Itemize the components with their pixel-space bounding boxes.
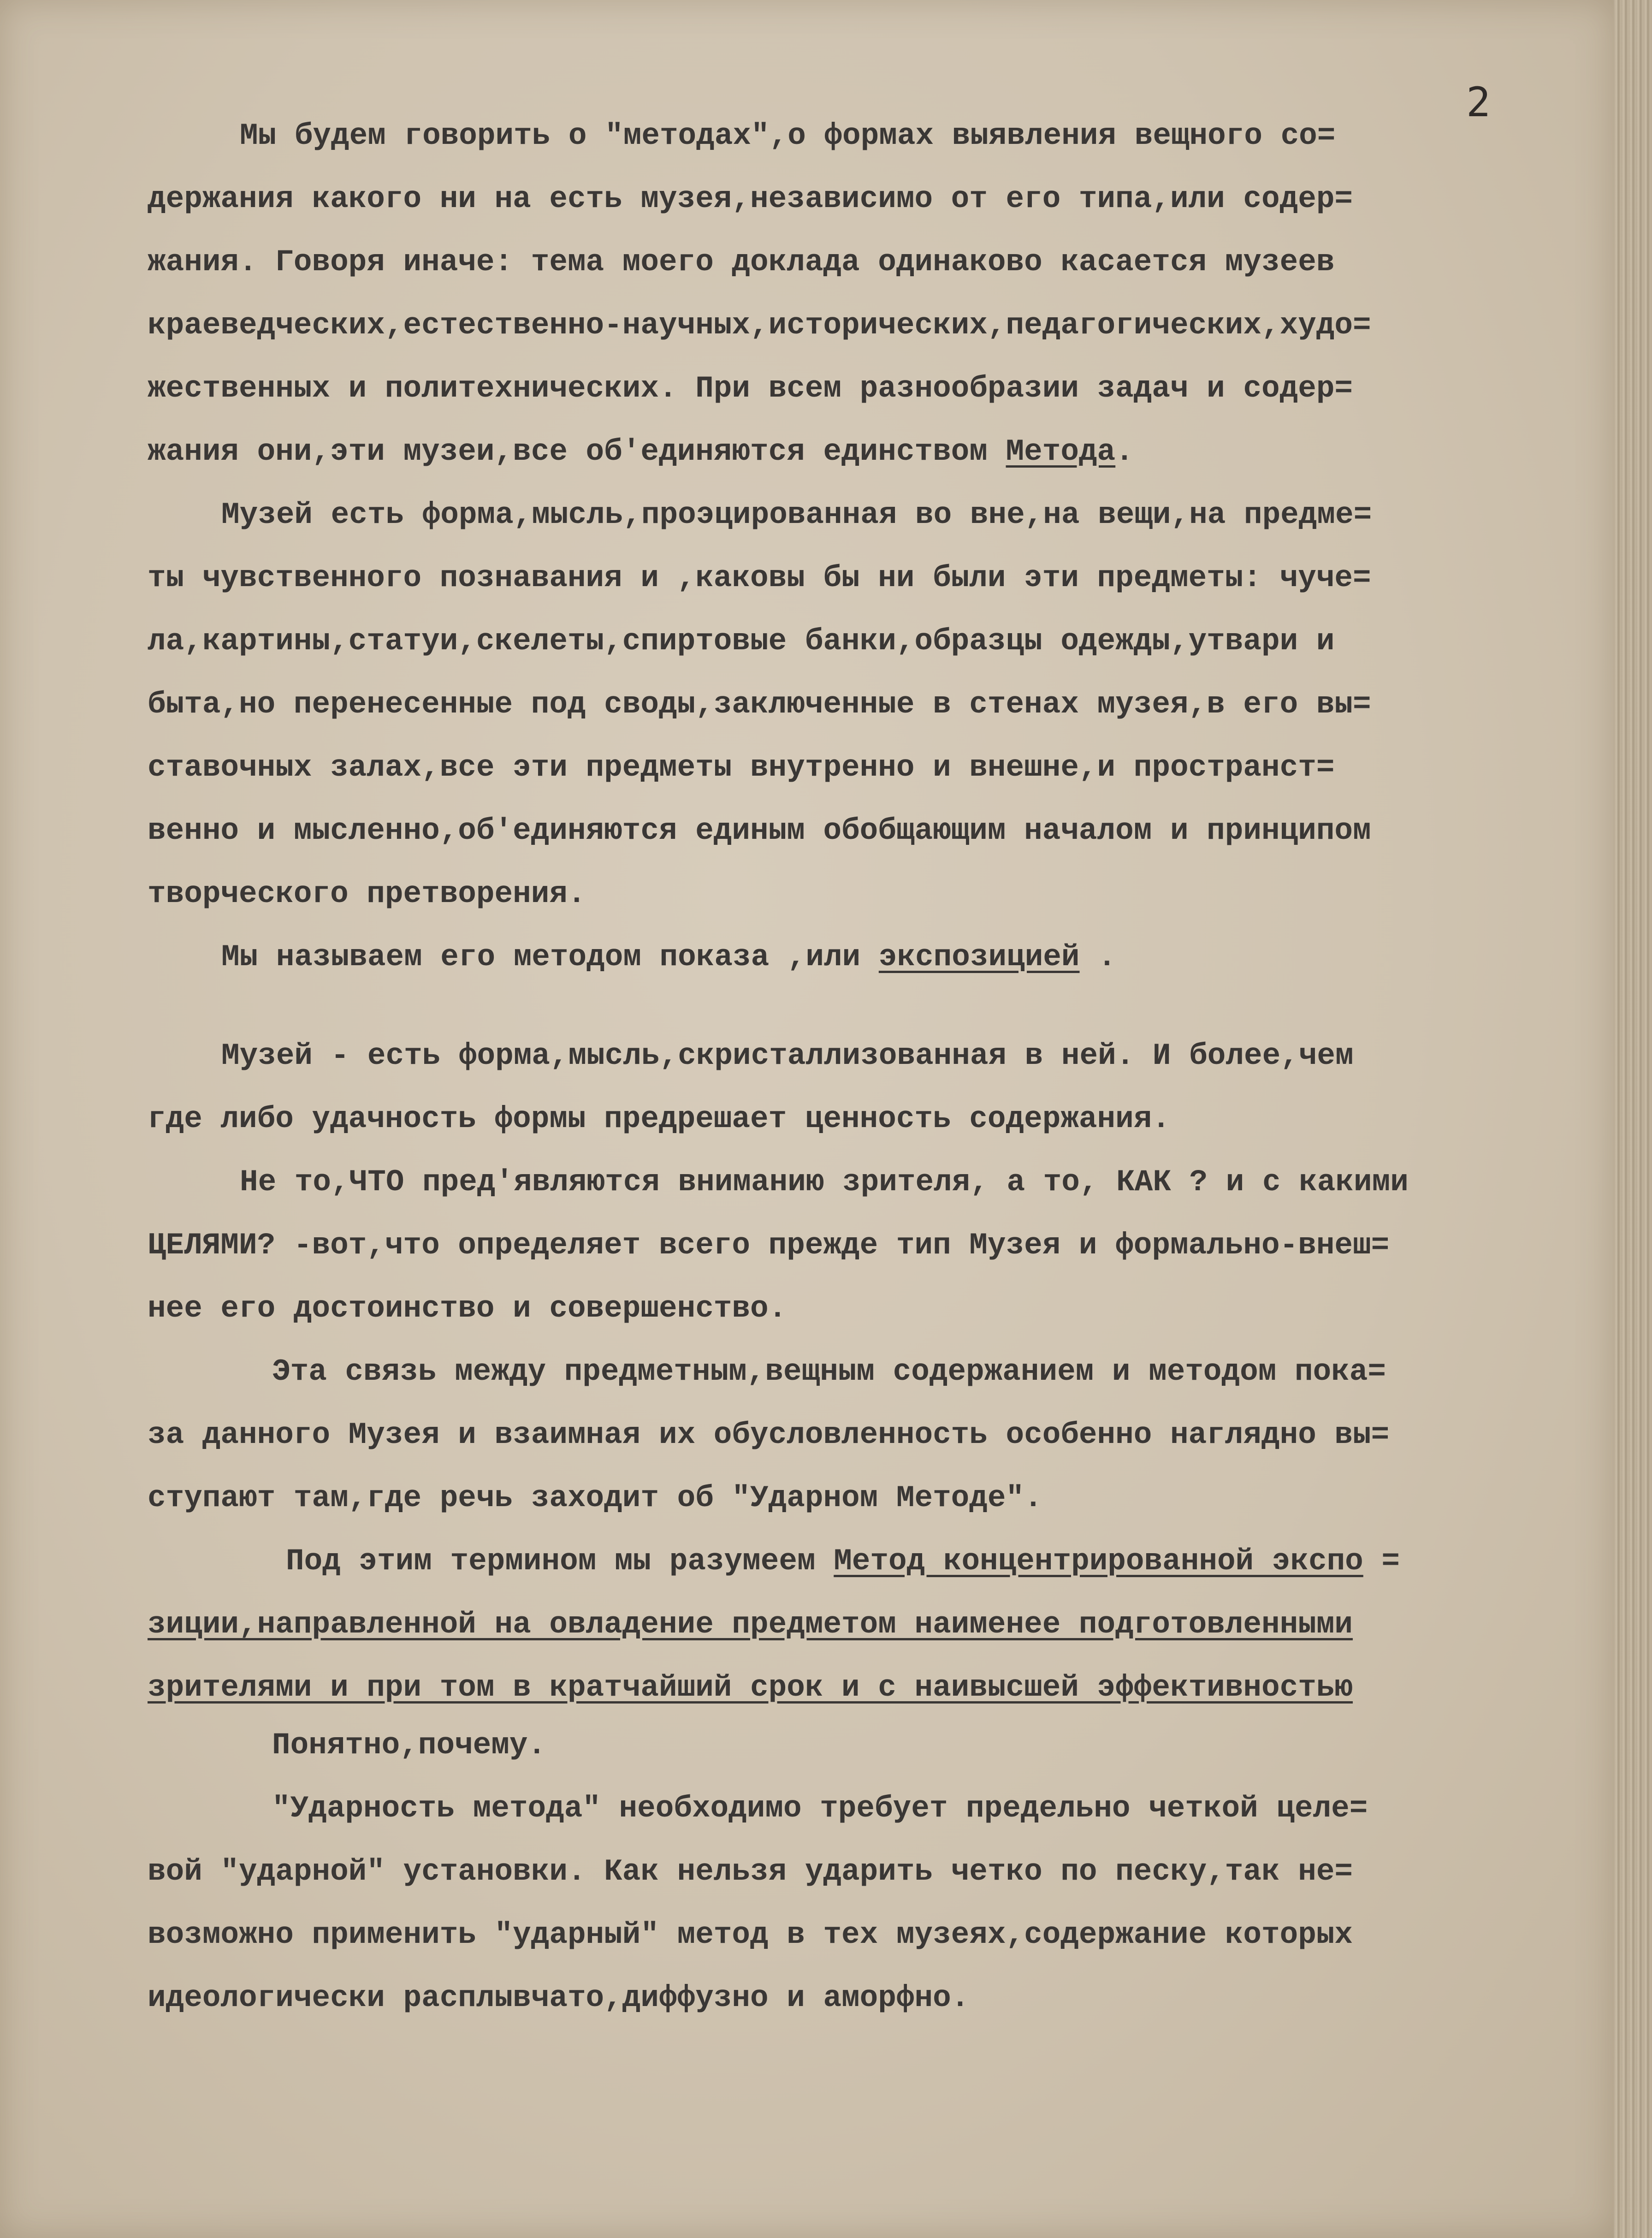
text-run: жественных и политехнических. При всем разнообразии задач и содер= [148,371,1353,406]
text-line [148,1917,1353,1953]
text-run: возможно применить "ударный" метод в тех музеях,содержание которых [148,1917,1353,1952]
text-line [148,623,1334,660]
underlined-text: Метод концентрированной экспо [834,1544,1363,1579]
underlined-text: экспозицией [878,940,1080,974]
text-line [148,1290,787,1327]
text-line [240,1164,1409,1201]
text-line [286,1543,1400,1580]
underlined-text: зрителями и при том в кратчайший срок и с наивысшей эффективностью [148,1670,1353,1705]
text-line [221,497,1372,534]
text-line [148,1480,1042,1517]
text-run: . [1115,434,1134,469]
text-run: Музей есть форма,мысль,проэцированная во вне,на вещи,на предме= [221,498,1372,532]
text-line [148,1606,1353,1643]
text-run: ступают там,где речь заходит об "Ударном Методе". [148,1481,1042,1515]
text-run: ЦЕЛЯМИ? -вот,что определяет всего прежде тип Музея и формально-внеш= [148,1228,1390,1263]
text-line [148,686,1371,723]
text-line [148,181,1353,218]
text-line [272,1727,546,1764]
text-line [148,813,1371,849]
text-run: где либо удачность формы предрешает ценность содержания. [148,1102,1170,1136]
text-run: = [1363,1544,1400,1579]
text-run: нее его достоинство и совершенство. [148,1291,787,1326]
text-run: быта,но перенесенные под своды,заключенные в стенах музея,в его вы= [148,687,1371,722]
page-number: 2 [1466,78,1491,126]
text-run: творческого претворения. [148,877,586,911]
text-line [148,1101,1170,1138]
text-line [148,1853,1353,1890]
text-line [148,1227,1389,1264]
underlined-text: Метода [1006,434,1116,469]
text-line [148,244,1334,281]
text-run: Эта связь между предметным,вещным содержанием и методом пока= [272,1354,1386,1389]
text-run: за данного Музея и взаимная их обусловленность особенно наглядно вы= [148,1418,1390,1452]
text-line [221,939,1116,976]
text-line [148,560,1371,597]
text-line [148,307,1371,344]
text-line [221,1038,1354,1074]
text-run: ла,картины,статуи,скелеты,спиртовые банки,образцы одежды,утвари и [148,624,1335,659]
text-line [148,1980,969,2017]
text-line [148,876,586,913]
text-run: Под этим термином мы разумеем [286,1544,834,1579]
text-run: идеологически расплывчато,диффузно и аморфно. [148,1981,970,2015]
text-run: "Ударность метода" необходимо требует предельно четкой целе= [272,1791,1368,1826]
text-line [148,433,1134,470]
text-run: Музей - есть форма,мысль,скристаллизованная в ней. И более,чем [221,1039,1354,1073]
text-run: держания какого ни на есть музея,независимо от его типа,или содер= [148,182,1353,216]
text-line [272,1790,1368,1827]
underlined-text: зиции,направленной на овладение предметом наименее подготовленными [148,1607,1353,1642]
text-run: жания. Говоря иначе: тема моего доклада одинаково касается музеев [148,245,1335,279]
text-line [148,749,1334,786]
text-run: вой "ударной" установки. Как нельзя ударить четко по песку,так не= [148,1854,1353,1889]
text-run: Мы называем его методом показа ,или [221,940,879,974]
text-run: Не то,ЧТО пред'являются вниманию зрителя, а то, КАК ? и с какими [240,1165,1409,1199]
text-run: жания они,эти музеи,все об'единяются единством [148,434,1006,469]
text-run: Мы будем говорить о "методах",о формах выявления вещного со= [240,119,1336,153]
text-line [148,370,1353,407]
text-line [148,1417,1389,1454]
text-run: Понятно,почему. [272,1728,546,1763]
text-line [272,1353,1386,1390]
text-line [148,1669,1353,1706]
text-run: ты чувственного познавания и ,каковы бы ни были эти предметы: чуче= [148,561,1371,595]
page-stack-edge [1614,0,1652,2238]
text-run: краеведческих,естественно-научных,исторических,педагогических,худо= [148,308,1371,343]
text-run: . [1079,940,1116,974]
text-run: ставочных залах,все эти предметы внутренно и внешне,и пространст= [148,750,1335,785]
text-line [240,118,1335,154]
text-run: венно и мысленно,об'единяются единым обобщающим началом и принципом [148,813,1371,848]
